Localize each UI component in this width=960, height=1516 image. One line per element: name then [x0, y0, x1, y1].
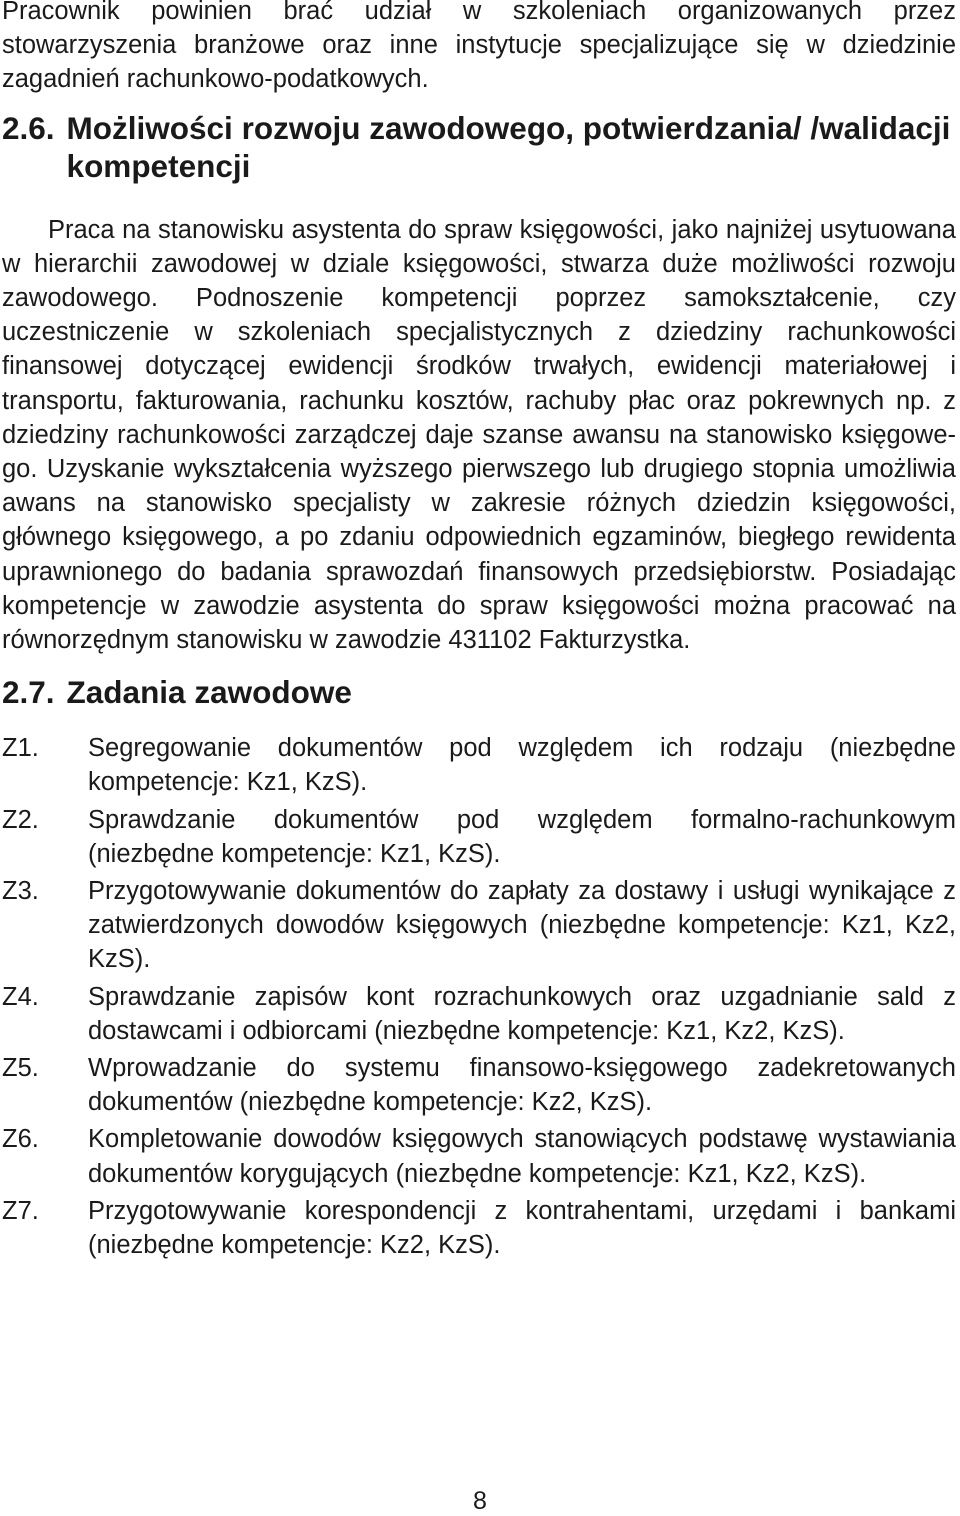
task-text: Kompletowanie dowodów księgowych stanowiących podstawę wystawiania dokumentów korygujących (niezbędne kompetencje: Kz1, Kz2, KzS). [88, 1125, 956, 1188]
page-number: 8 [473, 1487, 487, 1515]
section-number: 2.6. [2, 109, 55, 146]
task-code: Z3. [2, 877, 39, 906]
section-heading-2-7 [2, 673, 956, 711]
task-item [2, 1194, 956, 1262]
section-heading-2-6 [2, 109, 956, 185]
task-code: Z7. [2, 1196, 39, 1225]
section-2-6-paragraph: Praca na stanowisku asystenta do spraw księgowości, jako najniżej usytuowana w hierarchii zawodowej w dziale księgowości, stwarza duże możliwości rozwoju zawodowego. Podnoszenie kompetencji poprzez samokształcenie, czy uczestniczenie w szkoleniach specjalistycznych z dziedziny rachunkowości finansowej dotyczącej ewidencji środków trwałych, ewidencji materiałowej i transportu, fakturowania, rachunku kosztów, rachuby płac oraz pokrewnych np. z dziedziny rachunkowości zarządczej daje szanse awansu na stanowisko księgowego. Uzyskanie wykształcenia wyższego pierwszego lub drugiego stopnia umożliwia awans na stanowisko specjalisty w zakresie różnych dziedzin księgowości, głównego księgowego, a po zdaniu odpowiednich egzaminów, biegłego rewidenta uprawnionego do badania sprawozdań finansowych przedsiębiorstw. Posiadając kompetencje w zawodzie asystenta do spraw księgowości można pracować na równorzędnym stanowisku w zawodzie 431102 Fakturzystka. [2, 215, 956, 655]
task-text: Segregowanie dokumentów pod względem ich rodzaju (niezbędne kompetencje: Kz1, KzS). [88, 734, 956, 797]
task-code: Z2. [2, 805, 39, 834]
section-number: 2.7. [2, 674, 55, 711]
task-item [2, 1122, 956, 1190]
task-text: Sprawdzanie zapisów kont rozrachunkowych oraz uzgadnianie sald z dostawcami i odbiorcami (niezbędne kompetencje: Kz1, Kz2, KzS). [88, 982, 956, 1045]
task-text: Przygotowywanie korespondencji z kontrahentami, urzędami i bankami (niezbędne kompetencje: Kz2, KzS). [88, 1196, 956, 1260]
task-item [2, 731, 956, 799]
task-code: Z4. [2, 982, 39, 1011]
task-text: Sprawdzanie dokumentów pod względem formalno-rachunkowym (niezbędne kompetencje: Kz1, KzS). [88, 805, 956, 868]
task-text: Wprowadzanie do systemu finansowo-księgowego zadekretowanych dokumentów (niezbędne kompetencje: Kz2, KzS). [88, 1054, 956, 1117]
task-item [2, 874, 956, 977]
section-title: Możliwości rozwoju zawodowego, potwierdzania/ /walidacji kompetencji [66, 109, 951, 184]
section-title: Zadania zawodowe [66, 674, 352, 711]
task-item [2, 803, 956, 871]
task-code: Z1. [2, 734, 39, 763]
task-item [2, 980, 956, 1048]
intro-paragraph: Pracownik powinien brać udział w szkoleniach organizowanych przez stowarzyszenia branżowe oraz inne instytucje specjalizujące się w dziedzinie zagadnień rachunkowo-podatkowych. [2, 0, 956, 94]
task-code: Z6. [2, 1125, 39, 1154]
task-list [2, 731, 956, 1262]
task-code: Z5. [2, 1054, 39, 1083]
task-item [2, 1051, 956, 1119]
task-text: Przygotowywanie dokumentów do zapłaty za dostawy i usługi wynikające z zatwierdzonych dowodów księgowych (niezbędne kompetencje: Kz1, Kz2, KzS). [88, 877, 956, 974]
